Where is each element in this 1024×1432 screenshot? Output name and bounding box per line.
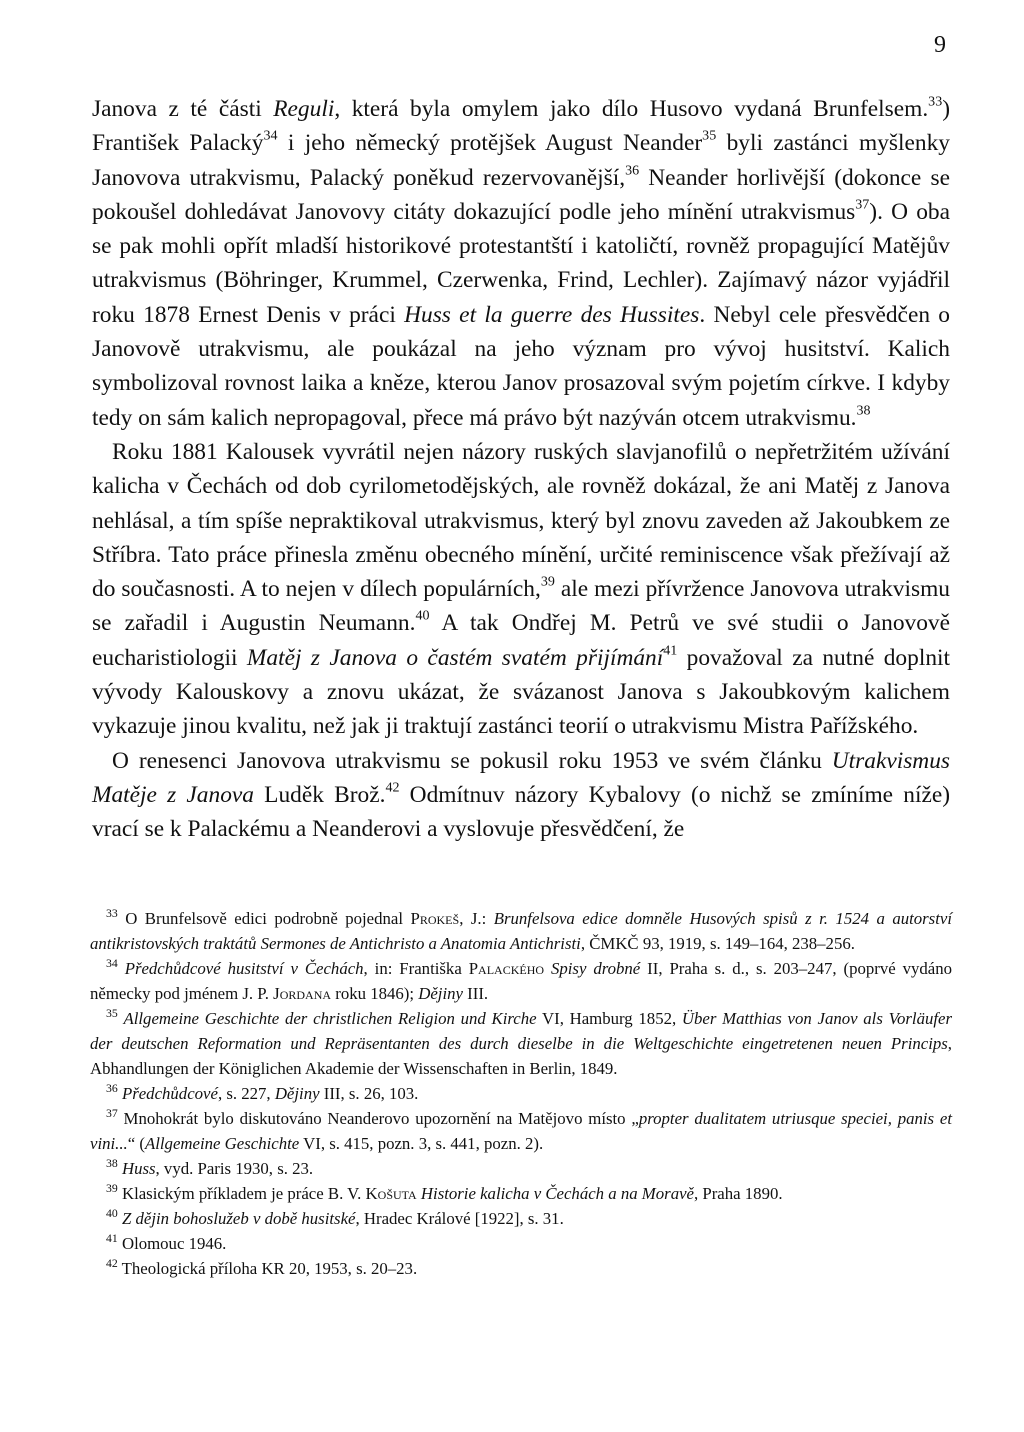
text-run: O Brunfelsově edici podrobně pojednal xyxy=(117,909,411,928)
footnote-ref-35[interactable]: 35 xyxy=(702,127,717,144)
text-run: , J.: xyxy=(459,909,494,928)
footnote-ref-33[interactable]: 33 xyxy=(928,93,943,110)
work-title: Allgemeine Geschichte der christlichen Religion und Kirche xyxy=(123,1009,537,1028)
quotation: propter dualitatem utriusque speciei, panis et vini... xyxy=(90,1109,952,1153)
paragraph-1 xyxy=(92,92,950,435)
text-run: považoval za nutné doplnit výv​ody Kalouskovy a znovu ukázat, že svázanost Janova s Jakoubkovým kalichem vykazuje jinou kvalitu, než jak ji traktují zastánci teorií o utrakvismu Mistra Pařížského. xyxy=(92,644,951,740)
text-run: Luděk Brož. xyxy=(253,781,386,808)
text-run: Neander horlivější (dokonce se pokoušel dohledávat Janovovy citáty dokazující podle jeho mínění utrakvismus xyxy=(92,164,950,225)
text-run: III. xyxy=(462,984,489,1003)
text-run: Mnohokrát bylo diskutováno Neanderovo upozornění na Matějovo místo „ xyxy=(117,1109,639,1128)
text-run xyxy=(544,959,551,978)
footnote-ref-36[interactable]: 36 xyxy=(625,162,640,179)
author-name: Košuta xyxy=(365,1184,417,1203)
text-run: Janova z té části xyxy=(92,96,274,122)
footnote-42 xyxy=(90,1256,952,1281)
footnote-35 xyxy=(90,1006,952,1081)
text-run: , Abhandlungen der Königlichen Akademie der Wissenschaften in Berlin, 1849. xyxy=(90,1034,952,1078)
footnote-number: 39 xyxy=(106,1181,118,1195)
text-run: VI, s. 415, pozn. 3, s. 441, pozn. 2). xyxy=(299,1134,544,1153)
work-title: Dějiny xyxy=(274,1084,320,1103)
footnotes xyxy=(90,906,952,1281)
author-name: Palackého xyxy=(468,959,545,978)
work-title: Huss xyxy=(121,1159,156,1178)
text-run: ale mezi přívržence Janovova utrakvismu se zařadil i Augustin Neumann. xyxy=(92,576,950,637)
paragraph-3 xyxy=(92,744,950,847)
text-run: , s. 227, xyxy=(217,1084,275,1103)
work-title: Předchůdcové xyxy=(121,1084,218,1103)
text-run: III, s. 26, 103. xyxy=(319,1084,419,1103)
text-run: ) František Palacký xyxy=(92,96,950,157)
footnote-ref-41[interactable]: 41 xyxy=(663,642,678,659)
footnote-40 xyxy=(90,1206,952,1231)
footnote-number: 40 xyxy=(106,1206,118,1220)
work-title: Brunfelsova edice domněle Husových spisů z r. 1524 a autorství antikristovských traktátů Sermones de Antichristo a Anatomia Antichristi xyxy=(90,909,952,953)
work-title: Z dějin bohoslužeb v době husitské xyxy=(121,1209,356,1228)
work-title: Utrakvismus Matěje z Janova xyxy=(92,747,950,808)
footnote-39 xyxy=(90,1181,952,1206)
text-run: roku 1846); xyxy=(331,984,419,1003)
footnote-36 xyxy=(90,1081,952,1106)
work-title: Předchůdcové husitství v Čechách xyxy=(124,959,364,978)
footnote-number: 38 xyxy=(106,1156,118,1170)
text-run: ). O oba se pak mohli opřít mladší historikové protestantští i katoličtí, rovněž propagující Matějův utrakvismus (Böhringer, Krummel, Czerwenka, Frind, Lechler). Zajímavý názor vyjádřil roku 1878 Ernest Denis v práci xyxy=(92,198,950,328)
work-title: Huss et la guerre des Hussites xyxy=(404,301,700,328)
paragraph-2 xyxy=(92,435,950,744)
work-title: Allgemeine Geschichte xyxy=(144,1134,300,1153)
footnote-38 xyxy=(90,1156,952,1181)
text-run: Klasickým příkladem je práce B. V. xyxy=(117,1184,366,1203)
work-title: Dějiny xyxy=(418,984,463,1003)
text-run: Roku 1881 Kalousek vyvrátil nejen názory ruských slavjanofilů o nepřetržitém užívání kalicha v Čechách od dob cyrilometodějských, ale rovněž dokázal, že ani Matěj z Janova nehlásal, a tím spíše nepraktikoval utrakvismus, který byl znovu zaveden až Jakoubkem ze Stříbra. Tato práce přinesla změnu obecného mínění, určité reminiscence však přežívají až do současnosti. A to nejen v dílech populárních, xyxy=(92,438,950,603)
text-run: , Hradec Králové [1922], s. 31. xyxy=(355,1209,564,1228)
footnote-number: 41 xyxy=(106,1231,118,1245)
text-run: Olomouc 1946. xyxy=(117,1234,227,1253)
text-run: . Nebyl cele přesvědčen o Janovově utrakvismu, ale poukázal na jeho význam pro vývoj husitství. Kalich symbolizoval rovnost laika a kněze, kterou Janov prosazoval svým pojetím církve. I kdyby tedy on sám kalich nepropagoval, přece má právo být nazýván otcem utrakvismu. xyxy=(92,301,950,431)
footnote-ref-42[interactable]: 42 xyxy=(385,779,400,796)
footnote-34 xyxy=(90,956,952,1006)
footnote-ref-40[interactable]: 40 xyxy=(415,607,430,624)
text-run: i jeho německý protějšek August Neander xyxy=(277,130,703,157)
text-run: byli zastánci myšlenky Janovova utrakvismu, Palacký poněkud rezervovanější, xyxy=(92,130,950,191)
text-run: O renesenci Janovova utrakvismu se pokusil roku 1953 ve svém článku xyxy=(112,747,832,774)
main-text xyxy=(92,92,950,847)
footnote-number: 34 xyxy=(106,956,118,970)
work-title: Reguli xyxy=(273,96,335,122)
work-title: Spisy drobné xyxy=(550,959,641,978)
footnote-number: 33 xyxy=(106,906,118,920)
footnote-ref-37[interactable]: 37 xyxy=(855,196,870,213)
footnote-number: 35 xyxy=(106,1006,118,1020)
work-title: Matěj z Janova o častém svatém přijímání xyxy=(246,644,664,671)
footnote-41 xyxy=(90,1231,952,1256)
text-run: “ ( xyxy=(127,1134,145,1153)
text-run: , vyd. Paris 1930, s. 23. xyxy=(155,1159,314,1178)
page-number: 9 xyxy=(934,32,946,58)
footnote-number: 42 xyxy=(106,1256,118,1270)
text-run: , in: Františka xyxy=(363,959,469,978)
author-name: Jordana xyxy=(273,984,332,1003)
author-name: Prokeš xyxy=(410,909,460,928)
footnote-37 xyxy=(90,1106,952,1156)
text-run: A tak Ondřej M. Petrů ve své studii o Janovově eucharistiologii xyxy=(92,610,950,671)
text-run: II, Praha s. d., s. 203–247, (poprvé vydáno německy pod jménem J. P. xyxy=(90,959,952,1003)
footnote-number: 37 xyxy=(106,1106,118,1120)
text-run: Theologická příloha KR 20, 1953, s. 20–23. xyxy=(117,1259,418,1278)
work-title: Über Matthias von Janov als Vorläufer der deutschen Reformation und Repräsentanten des durch dieselbe in die Weltgeschichte eingetretenen neuen Princips xyxy=(90,1009,952,1053)
text-run: VI, Hamburg 1852, xyxy=(536,1009,682,1028)
footnote-number: 36 xyxy=(106,1081,118,1095)
footnote-ref-34[interactable]: 34 xyxy=(263,127,278,144)
footnote-ref-38[interactable]: 38 xyxy=(856,402,871,419)
text-run: , ČMKČ 93, 1919, s. 149–164, 238–256. xyxy=(580,934,855,953)
work-title: Historie kalicha v Čechách a na Moravě xyxy=(420,1184,694,1203)
footnote-ref-39[interactable]: 39 xyxy=(540,573,555,590)
footnote-33 xyxy=(90,906,952,956)
text-run: , která byla omylem jako dílo Husovo vydaná Brunfelsem. xyxy=(334,96,929,122)
text-run: , Praha 1890. xyxy=(694,1184,783,1203)
text-run: Odmítnuv názory Kybalovy (o nichž se zmíníme níže) vrací se k Palackému a Neanderovi a vyslovuje přesvědčení, že xyxy=(92,781,950,843)
